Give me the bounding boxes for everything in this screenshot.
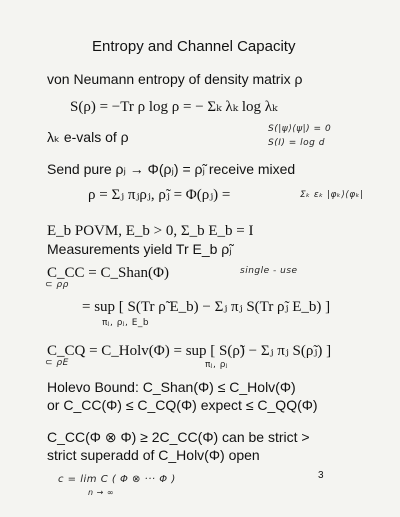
handwritten-limit: c = lim C ( Φ ⊗ ··· Φ ): [58, 474, 176, 485]
handwritten-note-pure: S(|ψ⟩⟨ψ|) = 0: [268, 124, 332, 134]
measurements-line: Measurements yield Tr E_b ρ̃ⱼ: [47, 241, 232, 257]
superadd-line: strict superadd of C_Holv(Φ) open: [47, 447, 260, 463]
sup-subscript: πⱼ, ρⱼ, E_b: [102, 318, 150, 328]
holevo-bound-line: Holevo Bound: C_Shan(Φ) ≤ C_Holv(Φ): [47, 379, 296, 395]
povm-line: E_b POVM, E_b > 0, Σ_b E_b = I: [47, 223, 254, 239]
handwritten-note-sum: Σₖ εₖ |φₖ⟩⟨φₖ|: [300, 190, 364, 200]
vn-formula: S(ρ) = −Tr ρ log ρ = − Σₖ λₖ log λₖ: [70, 99, 278, 115]
or-line: or C_CC(Φ) ≤ C_CQ(Φ) expect ≤ C_QQ(Φ): [47, 397, 318, 413]
evals-line: λₖ e-vals of ρ: [47, 129, 129, 145]
page-title: Entropy and Channel Capacity: [92, 38, 296, 55]
ccc-definition: C_CC = C_Shan(Φ): [47, 265, 169, 281]
ccq-definition: C_CQ = C_Holv(Φ) = sup [ S(ρ̃) − Σⱼ πⱼ S(ρ̃ⱼ) ]: [47, 343, 332, 359]
send-pure-line: Send pure ρⱼ → Φ(ρⱼ) = ρ̃ⱼ receive mixed: [47, 161, 296, 177]
cc-tensor-line: C_CC(Φ ⊗ Φ) ≥ 2C_CC(Φ) can be strict >: [47, 429, 310, 445]
vn-heading: von Neumann entropy of density matrix ρ: [47, 71, 303, 87]
handwritten-limit-subscript: n → ∞: [88, 488, 115, 497]
handwritten-cpe: ⊂ ρE: [45, 358, 69, 368]
rho-sum-line: ρ = Σⱼ πⱼρⱼ, ρ̃ⱼ = Φ(ρⱼ) =: [88, 187, 231, 203]
page-number: 3: [318, 470, 324, 481]
handwritten-note-identity: S(I) = log d: [268, 138, 325, 148]
handwritten-single-use: single - use: [240, 266, 298, 276]
sup-line: = sup [ S(Tr ρ̃ E_b) − Σⱼ πⱼ S(Tr ρ̃ⱼ E_b) ]: [82, 299, 331, 315]
handwritten-cpp: ⊂ ρρ: [45, 280, 69, 290]
ccq-subscript: πⱼ, ρⱼ: [205, 360, 228, 370]
